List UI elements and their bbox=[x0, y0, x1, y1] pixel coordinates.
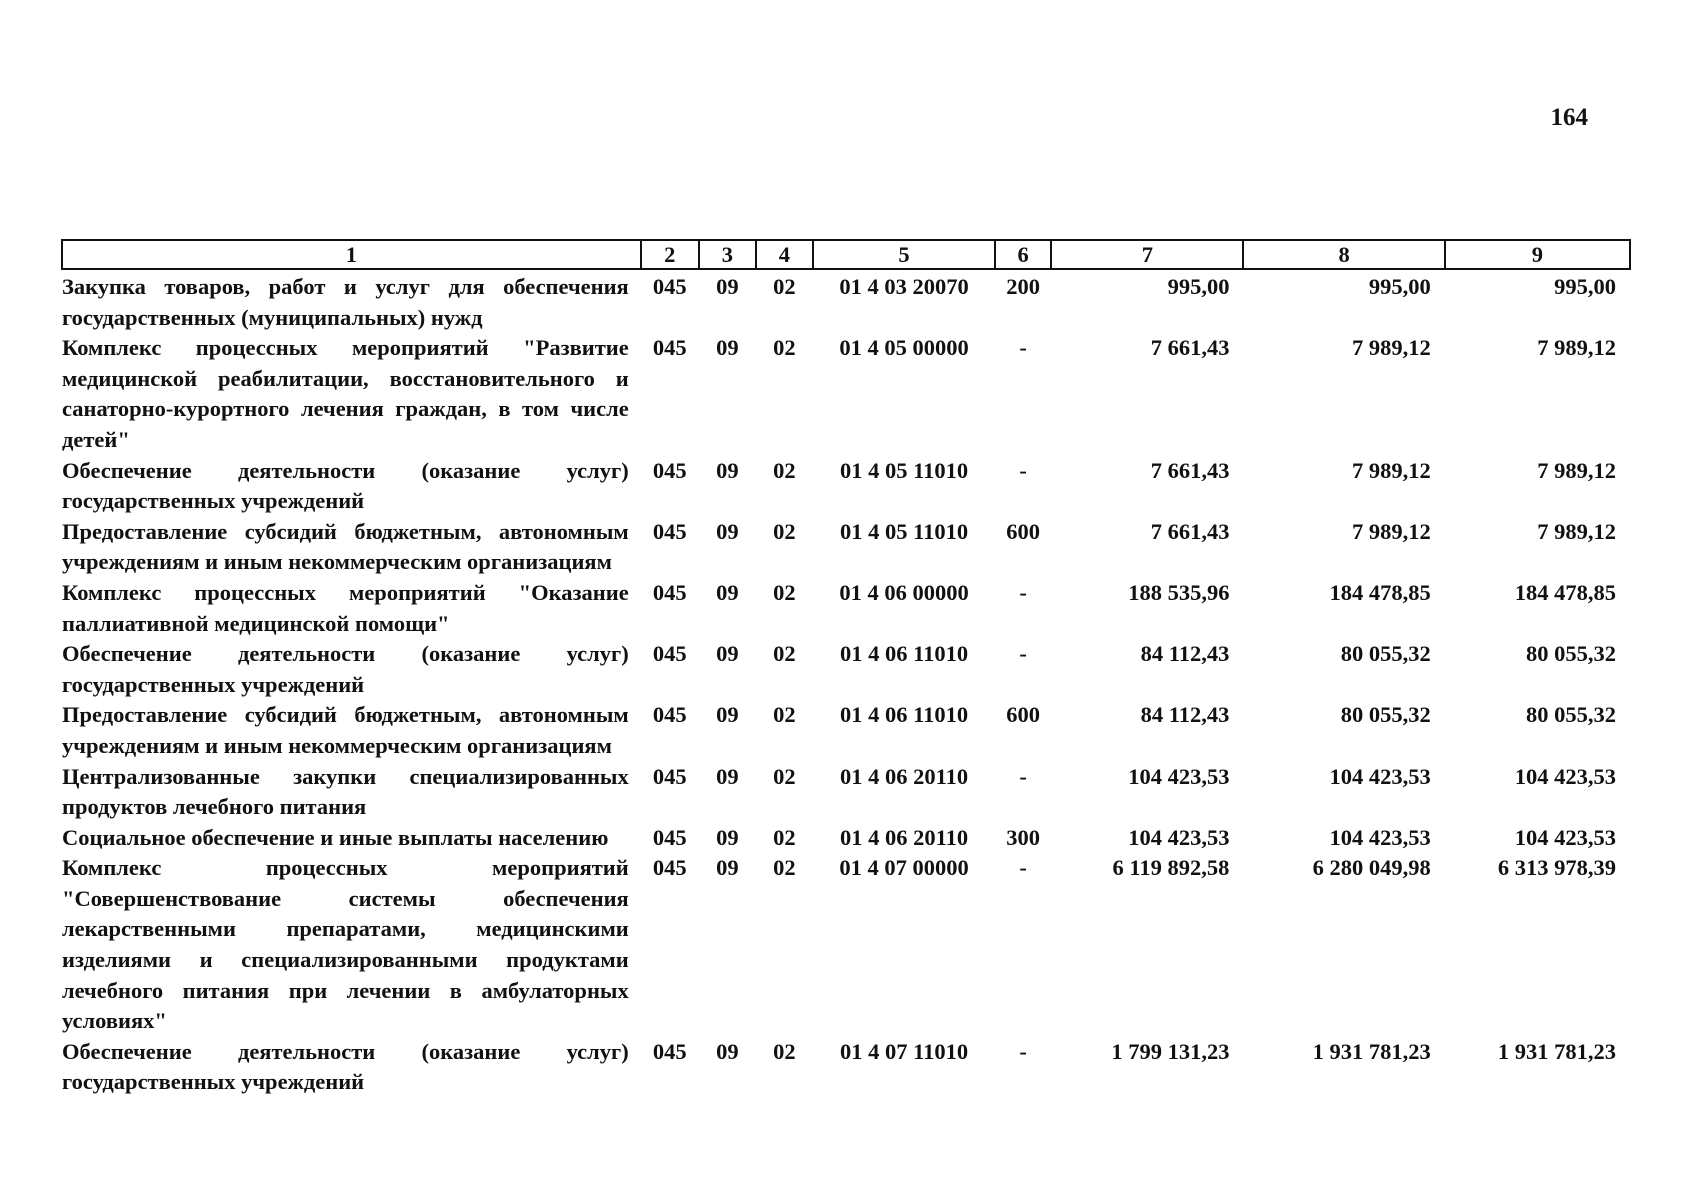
expense-type-code: - bbox=[1019, 641, 1027, 667]
section-code: 09 bbox=[716, 702, 739, 728]
target-article-code: 01 4 07 00000 bbox=[839, 855, 969, 881]
target-article-code: 01 4 05 11010 bbox=[839, 518, 969, 544]
amount-col8: 184 478,85 bbox=[1329, 579, 1431, 605]
subsection-code: 02 bbox=[773, 335, 796, 361]
ministry-code: 045 bbox=[652, 579, 687, 605]
amount-col8: 7 989,12 bbox=[1351, 335, 1431, 361]
section-code: 09 bbox=[716, 855, 739, 881]
ministry-code: 045 bbox=[652, 518, 687, 544]
amount-col7: 104 423,53 bbox=[1128, 824, 1230, 850]
amount-col9: 104 423,53 bbox=[1514, 824, 1616, 850]
amount-col9: 6 313 978,39 bbox=[1497, 855, 1616, 881]
expense-name: Комплекс процессных мероприятий "Совершенствование системы обеспечения лекарственными препаратами, медицинскими изделиями и специализированными продуктами лечебного питания при лечении в амбулаторных условиях" bbox=[62, 855, 629, 1034]
section-code: 09 bbox=[716, 518, 739, 544]
amount-col9: 184 478,85 bbox=[1514, 579, 1616, 605]
subsection-code: 02 bbox=[773, 763, 796, 789]
amount-col9: 104 423,53 bbox=[1514, 763, 1616, 789]
column-header: 7 bbox=[1051, 240, 1243, 269]
amount-col7: 6 119 892,58 bbox=[1112, 855, 1230, 881]
amount-col9: 1 931 781,23 bbox=[1497, 1038, 1616, 1064]
target-article-code: 01 4 03 20070 bbox=[839, 274, 969, 299]
section-code: 09 bbox=[716, 579, 739, 605]
amount-col7: 188 535,96 bbox=[1128, 579, 1230, 605]
expense-type-code: - bbox=[1019, 457, 1027, 483]
section-code: 09 bbox=[716, 641, 739, 667]
expense-name: Обеспечение деятельности (оказание услуг) государственных учреждений bbox=[62, 457, 629, 514]
expense-type-code: - bbox=[1019, 1038, 1027, 1064]
amount-col8: 104 423,53 bbox=[1329, 824, 1431, 850]
amount-col7: 1 799 131,23 bbox=[1111, 1038, 1230, 1064]
column-header: 9 bbox=[1445, 240, 1630, 269]
expense-name: Предоставление субсидий бюджетным, автономным учреждениям и иным некоммерческим организациям bbox=[62, 518, 629, 575]
expense-type-code: 600 bbox=[1006, 518, 1041, 544]
amount-col7: 7 661,43 bbox=[1150, 457, 1230, 483]
table-row bbox=[62, 578, 1630, 639]
amount-col9: 80 055,32 bbox=[1526, 641, 1616, 667]
section-code: 09 bbox=[716, 335, 739, 361]
table-row bbox=[62, 269, 1630, 333]
amount-col7: 995,00 bbox=[1167, 274, 1230, 299]
table-row bbox=[62, 333, 1630, 455]
ministry-code: 045 bbox=[652, 641, 687, 667]
ministry-code: 045 bbox=[652, 824, 687, 850]
expense-name: Комплекс процессных мероприятий "Развитие медицинской реабилитации, восстановительного и санаторно-курортного лечения граждан, в том числе детей" bbox=[62, 335, 629, 452]
table-row bbox=[62, 700, 1630, 761]
amount-col8: 80 055,32 bbox=[1340, 702, 1431, 728]
amount-col7: 84 112,43 bbox=[1140, 641, 1230, 667]
table-row bbox=[62, 639, 1630, 700]
amount-col7: 7 661,43 bbox=[1150, 518, 1230, 544]
ministry-code: 045 bbox=[652, 702, 687, 728]
target-article-code: 01 4 05 11010 bbox=[839, 457, 969, 483]
ministry-code: 045 bbox=[652, 855, 687, 881]
amount-col9: 995,00 bbox=[1554, 274, 1616, 299]
table-row bbox=[62, 823, 1630, 854]
subsection-code: 02 bbox=[773, 824, 796, 850]
subsection-code: 02 bbox=[773, 579, 796, 605]
amount-col9: 7 989,12 bbox=[1537, 457, 1616, 483]
subsection-code: 02 bbox=[773, 1038, 796, 1064]
target-article-code: 01 4 07 11010 bbox=[839, 1038, 969, 1064]
target-article-code: 01 4 06 20110 bbox=[839, 763, 969, 789]
section-code: 09 bbox=[716, 1038, 739, 1064]
table-row bbox=[62, 853, 1630, 1037]
section-code: 09 bbox=[716, 763, 739, 789]
table-header-row bbox=[62, 240, 1630, 269]
expense-type-code: - bbox=[1019, 855, 1027, 881]
expense-type-code: 300 bbox=[1006, 824, 1041, 850]
amount-col8: 6 280 049,98 bbox=[1312, 855, 1431, 881]
column-header: 3 bbox=[699, 240, 756, 269]
amount-col9: 80 055,32 bbox=[1526, 702, 1616, 728]
subsection-code: 02 bbox=[773, 855, 796, 881]
budget-table bbox=[61, 239, 1631, 1098]
subsection-code: 02 bbox=[773, 518, 796, 544]
ministry-code: 045 bbox=[652, 457, 687, 483]
table-row bbox=[62, 762, 1630, 823]
column-header: 4 bbox=[756, 240, 813, 269]
subsection-code: 02 bbox=[773, 457, 796, 483]
expense-type-code: 600 bbox=[1006, 702, 1041, 728]
expense-name: Предоставление субсидий бюджетным, автономным учреждениям и иным некоммерческим организациям bbox=[62, 702, 629, 758]
amount-col8: 7 989,12 bbox=[1351, 457, 1431, 483]
expense-name: Обеспечение деятельности (оказание услуг) государственных учреждений bbox=[62, 1038, 629, 1095]
section-code: 09 bbox=[716, 457, 739, 483]
expense-type-code: - bbox=[1019, 579, 1027, 605]
amount-col8: 7 989,12 bbox=[1351, 518, 1431, 544]
target-article-code: 01 4 06 20110 bbox=[839, 824, 969, 850]
ministry-code: 045 bbox=[652, 1038, 687, 1064]
page-number: 164 bbox=[1550, 104, 1588, 131]
expense-name: Централизованные закупки специализированных продуктов лечебного питания bbox=[62, 763, 629, 820]
expense-name: Обеспечение деятельности (оказание услуг) государственных учреждений bbox=[62, 641, 629, 697]
ministry-code: 045 bbox=[652, 763, 687, 789]
subsection-code: 02 bbox=[773, 641, 796, 667]
expense-name: Социальное обеспечение и иные выплаты населению bbox=[62, 824, 609, 850]
subsection-code: 02 bbox=[773, 702, 796, 728]
amount-col8: 80 055,32 bbox=[1340, 641, 1431, 667]
amount-col7: 104 423,53 bbox=[1128, 763, 1230, 789]
table-row bbox=[62, 456, 1630, 517]
table-row bbox=[62, 517, 1630, 578]
expense-name: Комплекс процессных мероприятий "Оказание паллиативной медицинской помощи" bbox=[62, 579, 629, 636]
ministry-code: 045 bbox=[652, 274, 687, 299]
expense-name: Закупка товаров, работ и услуг для обеспечения государственных (муниципальных) нужд bbox=[62, 274, 629, 330]
column-header: 6 bbox=[995, 240, 1051, 269]
column-header: 5 bbox=[813, 240, 995, 269]
column-header: 1 bbox=[62, 240, 641, 269]
expense-type-code: 200 bbox=[1006, 274, 1041, 299]
section-code: 09 bbox=[716, 274, 739, 299]
column-header: 8 bbox=[1243, 240, 1444, 269]
column-header: 2 bbox=[641, 240, 699, 269]
amount-col8: 1 931 781,23 bbox=[1312, 1038, 1431, 1064]
target-article-code: 01 4 05 00000 bbox=[839, 335, 969, 361]
amount-col9: 7 989,12 bbox=[1537, 518, 1616, 544]
target-article-code: 01 4 06 00000 bbox=[839, 579, 969, 605]
target-article-code: 01 4 06 11010 bbox=[839, 702, 969, 728]
expense-type-code: - bbox=[1019, 335, 1027, 361]
table-row bbox=[62, 1037, 1630, 1098]
amount-col8: 104 423,53 bbox=[1329, 763, 1431, 789]
amount-col8: 995,00 bbox=[1368, 274, 1431, 299]
amount-col9: 7 989,12 bbox=[1537, 335, 1616, 361]
target-article-code: 01 4 06 11010 bbox=[839, 641, 969, 667]
ministry-code: 045 bbox=[652, 335, 687, 361]
subsection-code: 02 bbox=[773, 274, 796, 299]
amount-col7: 84 112,43 bbox=[1140, 702, 1230, 728]
expense-type-code: - bbox=[1019, 763, 1027, 789]
amount-col7: 7 661,43 bbox=[1150, 335, 1230, 361]
section-code: 09 bbox=[716, 824, 739, 850]
